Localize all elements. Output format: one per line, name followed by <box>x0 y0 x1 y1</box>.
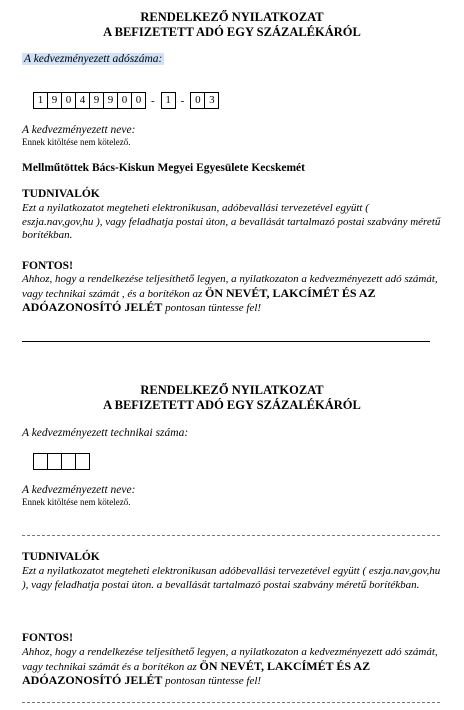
separator-1: - <box>151 94 155 107</box>
section2-title-line1: RENDELKEZŐ NYILATKOZAT <box>140 383 324 397</box>
separator-2: - <box>180 94 185 107</box>
digit-box[interactable]: 0 <box>61 92 76 109</box>
tax-number-group2 <box>161 92 175 109</box>
important-text-part1: Ahhoz, hogy a rendelkezése teljesíthető legyen, a nyilatkozaton a kedvezményezett adó számát, vagy technikai számát és a borítékon az <box>22 646 438 673</box>
tax-number-label-text: A kedvezményezett adószáma: <box>24 53 163 65</box>
digit-box[interactable]: 0 <box>190 92 205 109</box>
digit-box[interactable]: 1 <box>161 92 176 109</box>
digit-box[interactable] <box>75 453 90 470</box>
important-text-part2: pontosan tüntesse fel! <box>162 675 262 687</box>
digit-box[interactable]: 9 <box>47 92 62 109</box>
section1-important-text <box>22 273 442 316</box>
tax-number-fields <box>33 92 218 109</box>
section2-important-heading: FONTOS! <box>22 632 73 644</box>
tax-number-group1 <box>33 92 145 109</box>
section2-info-text: Ezt a nyilatkozatot megteheti elektronikusan adóbevallási tervezetével együtt ( eszja.nav,gov,hu ), vagy feladhatja postai úton. a bevallását tartalmazó postai szabvány méretű borítékban. <box>22 565 441 591</box>
important-bold: ÖN NEVÉT, LAKCÍMÉT ÉS AZ ADÓAZONOSÍTÓ JELÉT <box>22 285 376 314</box>
section2-info-heading: TUDNIVALÓK <box>22 551 100 563</box>
section1-bottom-rule <box>22 341 430 342</box>
section2-important-text <box>22 646 442 689</box>
section2-optional-note: Ennek kitöltése nem kötelező. <box>22 497 131 507</box>
section1-info-text: Ezt a nyilatkozatot megteheti elektronikusan, adóbevallási tervezetével együtt ( eszja.nav,gov,hu ), vagy feladhatja postai úton, a bevallását tartalmazó postai szabvány méretű borítékban. <box>22 202 441 241</box>
tax-number-group3 <box>190 92 218 109</box>
section2-tech-number-label: A kedvezményezett technikai száma: <box>22 427 189 439</box>
section1-name-label: A kedvezményezett neve: <box>22 124 136 136</box>
digit-box[interactable]: 3 <box>204 92 219 109</box>
digit-box[interactable]: 0 <box>117 92 132 109</box>
section2-name-label: A kedvezményezett neve: <box>22 484 136 496</box>
section1-info-heading: TUDNIVALÓK <box>22 188 100 200</box>
section1-title-line1: RENDELKEZŐ NYILATKOZAT <box>140 10 324 24</box>
important-bold: ÖN NEVÉT, LAKCÍMÉT ÉS AZ ADÓAZONOSÍTÓ JELÉT <box>22 658 371 687</box>
digit-box[interactable] <box>33 453 48 470</box>
name-blank-line <box>22 535 440 536</box>
digit-box[interactable]: 0 <box>131 92 146 109</box>
section2-bottom-rule <box>22 702 440 703</box>
digit-box[interactable] <box>47 453 62 470</box>
digit-box[interactable]: 9 <box>89 92 104 109</box>
digit-box[interactable]: 4 <box>75 92 90 109</box>
important-text-part2: pontosan tüntesse fel! <box>162 302 262 314</box>
digit-box[interactable]: 1 <box>33 92 48 109</box>
section2-title-line2: A BEFIZETETT ADÓ EGY SZÁZALÉKÁRÓL <box>103 398 361 412</box>
tech-number-fields <box>33 453 89 470</box>
digit-box[interactable] <box>61 453 76 470</box>
digit-box[interactable]: 9 <box>103 92 118 109</box>
beneficiary-name: Mellműtöttek Bács-Kiskun Megyei Egyesülete Kecskemét <box>22 162 305 174</box>
section1-title-line2: A BEFIZETETT ADÓ EGY SZÁZALÉKÁRÓL <box>103 25 361 39</box>
important-text-part1: Ahhoz, hogy a rendelkezése teljesíthető legyen, a nyilatkozaton a kedvezményezett adó számát, vagy technikai számát , és a borítékon az <box>22 273 438 300</box>
section1-optional-note: Ennek kitöltése nem kötelező. <box>22 137 131 147</box>
section1-important-heading: FONTOS! <box>22 260 73 272</box>
section1-tax-number-label <box>22 53 164 65</box>
